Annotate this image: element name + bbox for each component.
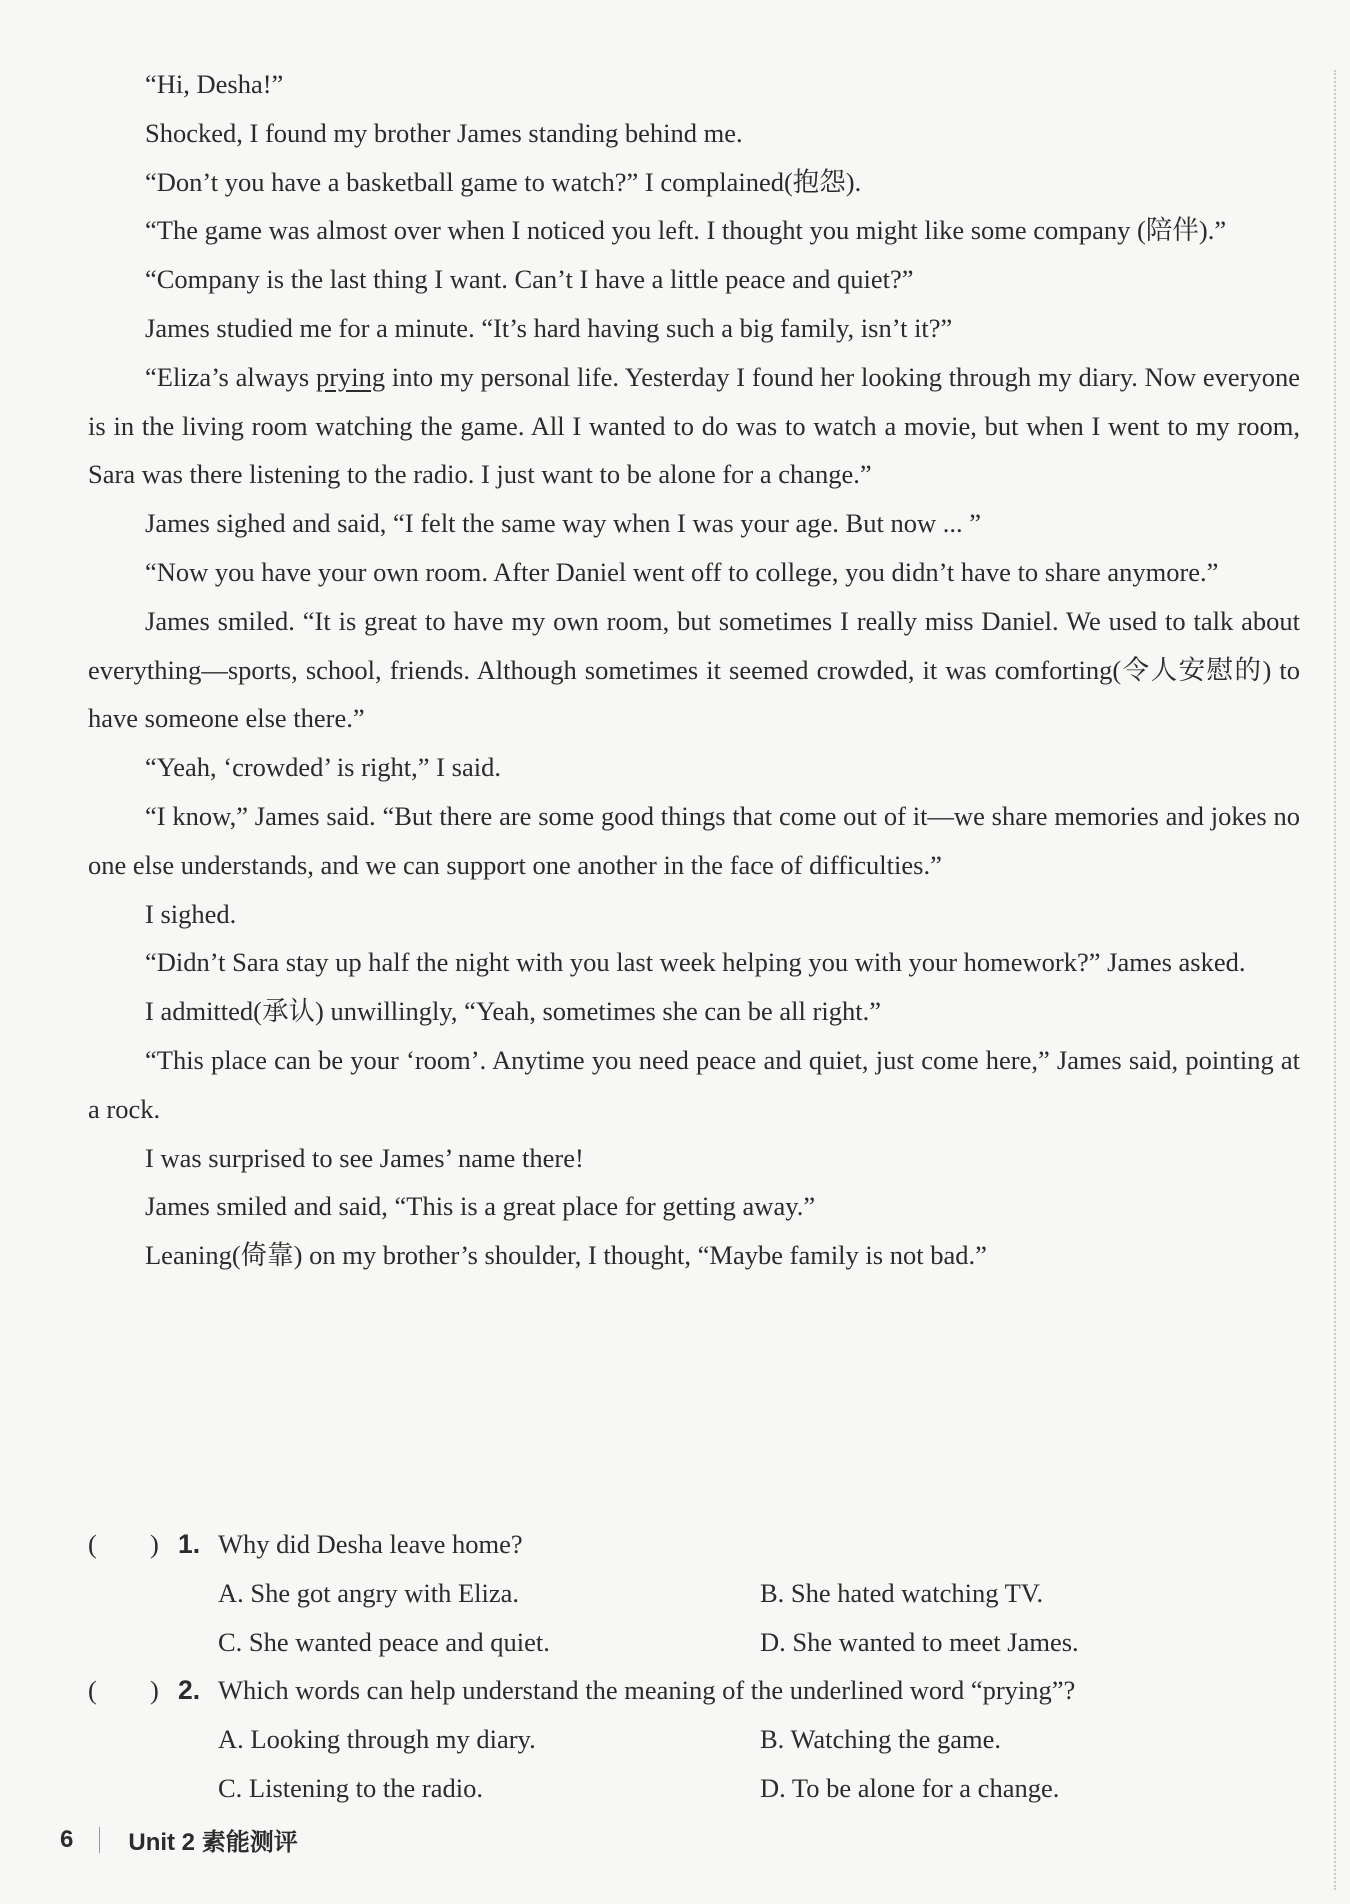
passage-paragraph: Shocked, I found my brother James standing behind me. [145,117,743,148]
option-c: C. Listening to the radio. [218,1772,483,1803]
footer-divider [99,1827,100,1853]
passage-paragraph: “The game was almost over when I noticed you left. I thought you might like some company (陪伴).” [145,215,1227,246]
question-number: 1. [178,1529,201,1559]
option-a: A. She got angry with Eliza. [218,1577,520,1608]
unit-label: Unit 2 素能测评 [128,1829,298,1856]
question-text: Why did Desha leave home? [218,1529,523,1559]
paragraph-text-post: into my personal life. Yesterday I found her looking through my diary. Now everyone is in the living room watching the game. All I wanted to do was to watch a movie, but when I went to my room, Sara was there listening to the radio. I just want to be alone for a change.” [88,361,1300,490]
question-1 [88,1520,1300,1569]
passage-paragraph: “This place can be your ‘room’. Anytime you need peace and quiet, just come here,” James said, pointing at a rock. [88,1044,1300,1124]
underlined-word: prying [315,361,386,392]
option-row [88,1569,1300,1618]
passage-paragraph: “Don’t you have a basketball game to watch?” I complained(抱怨). [145,166,862,197]
question-section [88,1520,1300,1813]
passage-paragraph: “I know,” James said. “But there are some good things that come out of it—we share memories and jokes no one else understands, and we can support one another in the face of difficulties.” [88,800,1300,880]
passage-paragraph: “Hi, Desha!” [145,69,284,99]
question-2 [88,1666,1300,1715]
passage-paragraph: I sighed. [145,898,237,929]
passage-paragraph: “Didn’t Sara stay up half the night with you last week helping you with your homework?” James asked. [145,947,1246,978]
page-number: 6 [60,1825,74,1853]
option-b: B. She hated watching TV. [760,1577,1044,1608]
option-d: D. To be alone for a change. [760,1772,1060,1803]
passage-paragraph: James sighed and said, “I felt the same way when I was your age. But now ... ” [145,508,981,539]
page-edge-divider [1332,70,1336,1890]
passage-paragraph: I admitted(承认) unwillingly, “Yeah, sometimes she can be all right.” [145,996,881,1027]
option-row [88,1618,1300,1667]
passage-paragraph: James studied me for a minute. “It’s hard having such a big family, isn’t it?” [145,312,953,343]
passage-paragraph-with-underline [88,353,1300,499]
question-text: Which words can help understand the meaning of the underlined word “prying”? [218,1675,1076,1706]
question-number: 2. [178,1675,201,1706]
passage-paragraph: Leaning(倚靠) on my brother’s shoulder, I thought, “Maybe family is not bad.” [145,1240,987,1271]
paragraph-text-pre: “Eliza’s always [145,361,316,392]
option-b: B. Watching the game. [760,1724,1001,1755]
passage-paragraph: “Now you have your own room. After Daniel went off to college, you didn’t have to share anymore.” [145,556,1219,587]
option-row [88,1715,1300,1764]
reading-passage [88,60,1300,1280]
option-c: C. She wanted peace and quiet. [218,1626,550,1657]
answer-bracket[interactable]: ( ) [88,1675,159,1706]
passage-paragraph: “Yeah, ‘crowded’ is right,” I said. [145,752,501,783]
page-footer [60,1822,298,1857]
option-a: A. Looking through my diary. [218,1724,536,1755]
option-d: D. She wanted to meet James. [760,1626,1079,1657]
passage-paragraph: I was surprised to see James’ name there! [145,1142,584,1173]
option-row [88,1764,1300,1813]
passage-paragraph: James smiled and said, “This is a great place for getting away.” [145,1191,816,1222]
answer-bracket[interactable]: ( ) [88,1529,159,1559]
passage-paragraph: “Company is the last thing I want. Can’t I have a little peace and quiet?” [145,264,914,295]
passage-paragraph: James smiled. “It is great to have my own room, but sometimes I really miss Daniel. We used to talk about everything—sports, school, friends. Although sometimes it seemed crowded, it was comforting(令人安慰的) to have someone else there.” [88,605,1300,734]
